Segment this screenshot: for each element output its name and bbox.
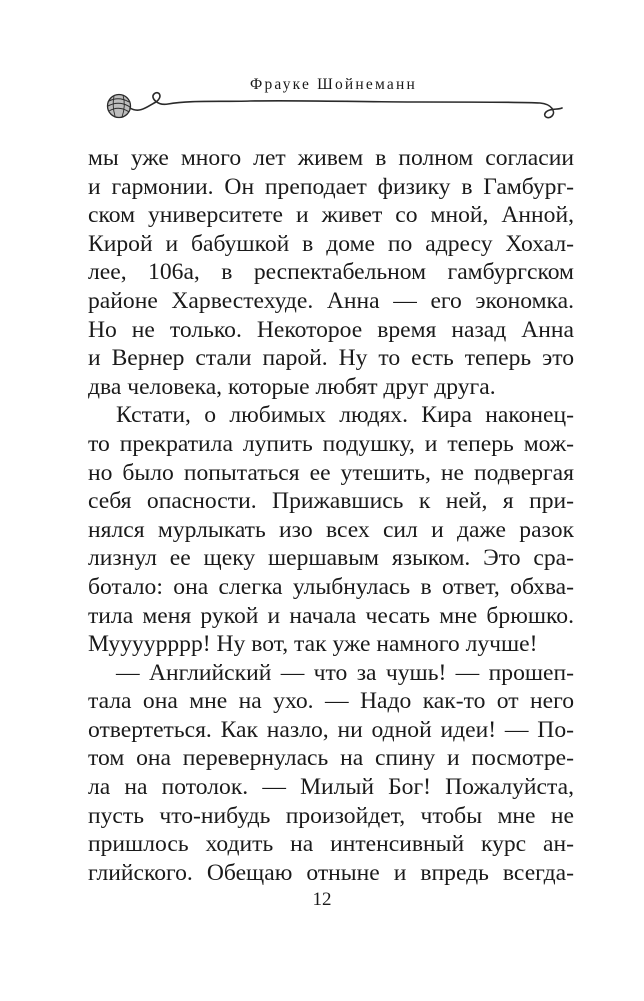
text-line: отвертеться. Как назло, ни одной идеи! — По-: [88, 716, 574, 743]
text-line: ботало: она слегка улыбнулась в ответ, обхва-: [88, 573, 574, 600]
text-line: Муууурррр! Ну вот, так уже намного лучше!: [88, 631, 538, 658]
text-line: лее, 106а, в респектабельном гамбургском: [88, 259, 574, 286]
page-number: 12: [312, 889, 332, 910]
text-line: глийского. Обещаю отныне и впредь всегда-: [88, 859, 574, 886]
text-line: то прекратила лупить подушку, и теперь мож-: [88, 430, 574, 457]
text-line: Кстати, о любимых людях. Кира наконец-: [116, 402, 574, 429]
text-line: два человека, которые любят друг друга.: [88, 373, 496, 400]
body-text: [88, 144, 574, 887]
text-line: тала она мне на ухо. — Надо как-то от него: [88, 688, 574, 715]
text-line: но было попытаться ее утешить, не подвергая: [88, 459, 574, 486]
text-line: Но не только. Некоторое время назад Анна: [88, 316, 574, 343]
text-line: ла на потолок. — Милый Бог! Пожалуйста,: [88, 774, 574, 801]
text-line: лизнул ее щеку шершавым языком. Это сра-: [88, 545, 574, 572]
text-line: Кирой и бабушкой в доме по адресу Хохал-: [88, 230, 574, 257]
text-line: мы уже много лет живем в полном согласии: [88, 145, 574, 171]
text-line: себя опасности. Прижавшись к ней, я при-: [88, 488, 574, 515]
text-line: и Вернер стали парой. Ну то есть теперь это: [88, 345, 574, 372]
text-line: — Английский — что за чушь! — прошеп-: [116, 659, 574, 686]
yarn-ball-icon: [100, 84, 565, 126]
text-line: ском университете и живет со мной, Анной,: [88, 202, 574, 229]
text-line: нялся мурлыкать изо всех сил и даже разок: [88, 516, 574, 543]
running-head: Фрауке Шойнеманн: [250, 76, 417, 93]
text-line: и гармонии. Он преподает физику в Гамбург-: [88, 173, 574, 200]
text-line: тила меня рукой и начала чесать мне брюшко.: [88, 602, 574, 629]
text-line: пусть что-нибудь произойдет, чтобы мне не: [88, 802, 574, 829]
text-line: пришлось ходить на интенсивный курс ан-: [88, 831, 574, 858]
text-line: том она перевернулась на спину и посмотре-: [88, 745, 574, 772]
text-line: районе Харвестехуде. Анна — его экономка.: [88, 287, 574, 314]
